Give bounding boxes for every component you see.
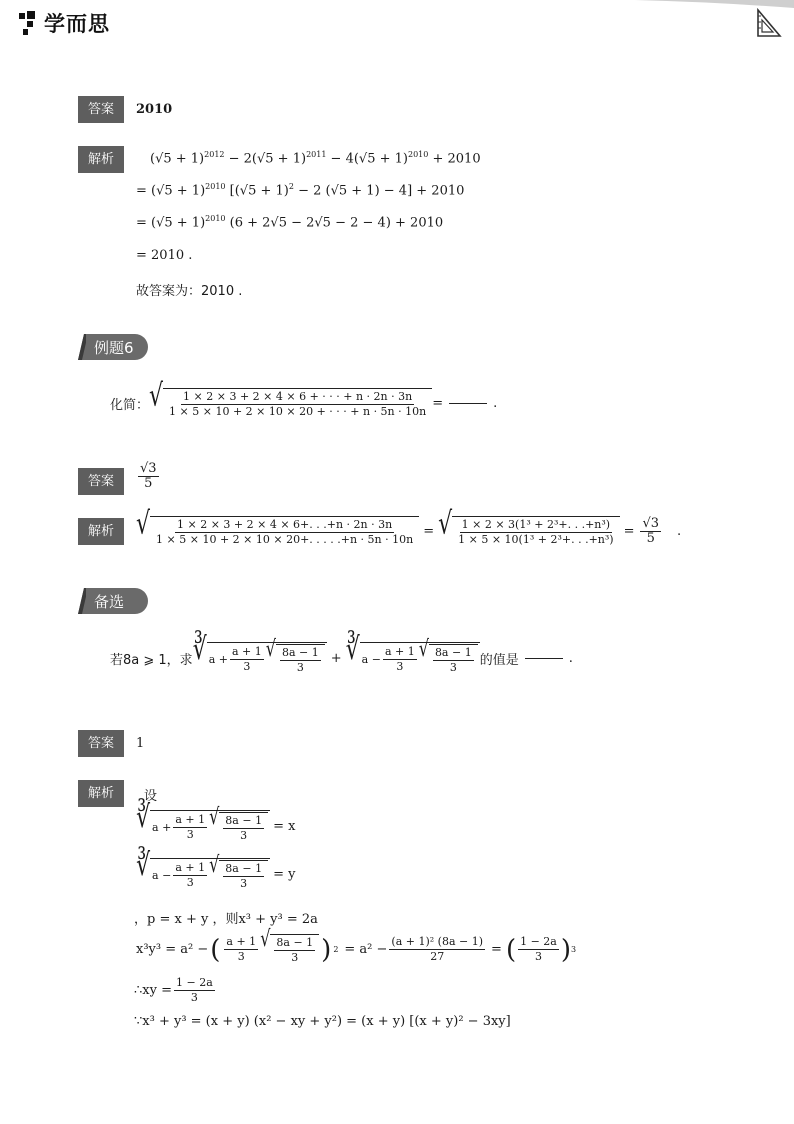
example6-solution: √ $\frac{1 \times 2 \times 3 + 2 \times 4 \times 6+. . .+n \cdot 2n \cdot 3n}{1 \times 5 \times 10 + 2 \times 10 \times 20+. . . . .+n \cdot 5n \cdot 10n}$ = √ $\frac{\text{1 × 2 × 3(1³ + 2³+. . .+n³)}}{\text{1 × 5 × 10(1³ + 2³+. . .+n³)}}$ = $\frac{√3}{5}$ . [136,507,682,546]
answer-blank [449,403,487,404]
example6-radical: √ $\frac{1 \times 2 \times 3 + 2 \times 4 \times 6 + \cdot \cdot \cdot + n \cdot 2n \cdot 3n}{1 \times 5 \times 10 + 2 \times 10 \times 20 + \cdot \cdot \cdot + n \cdot 5n \cdot 10n}$ [149,388,432,419]
solution-line-2: = $(√5 + 1)^{2010}$ [$(√5 + 1)^2 - 2$ (√5 + 1) − 4] + 2010 [136,182,465,199]
brand-logo [18,8,110,38]
section-backup: 备选 [78,588,148,614]
backup-question: 若8a ⩾ 1，求 ∛ a + $\frac{a + 1}{3}$ √ $\frac{8a - 1}{3}$ + ∛ a − $\frac{a + 1}{3}$ √ $\frac{8a - 1}{3}$ 的值是 . [110,632,573,674]
backup-answer: 1 [136,736,145,751]
logo-text: 学而思 [44,12,110,36]
answer-tag: 答案 [78,96,124,123]
example6-question: 化简： √ $\frac{1 \times 2 \times 3 + 2 \times 4 \times 6 + \cdot \cdot \cdot + n \cdot 2n \cdot 3n}{1 \times 5 \times 10 + 2 \times 10 \times 20 + \cdot \cdot \cdot + n \cdot 5n \cdot 10n}$ = . [110,379,498,418]
backup-intro: 设 [144,789,158,804]
answer-tag: 答案 [78,468,124,495]
answer-value: 2010 [136,102,173,117]
backup-line-because: ∵x³ + y³ = (x + y) (x² − xy + y²) = (x + y) [(x + y)² − 3xy] [134,1014,511,1029]
solution-line-3: = $(√5 + 1)^{2010}$ (6 + 2√5 − 2√5 − 2 − 4) + 2010 [136,214,444,231]
analysis-tag: 解析 [78,518,124,545]
solution-line-4: = 2010 . [136,248,193,263]
backup-eq-x: ∛ a + $\frac{a + 1}{3}$ √ $\frac{8a - 1}{3}$ = x [136,800,296,842]
backup-line-p: ，p = x + y ，则x³ + y³ = 2a [134,912,318,927]
ruler-triangle-icon [756,8,782,38]
corner-decoration [634,0,794,8]
answer-tag: 答案 [78,730,124,757]
analysis-tag: 解析 [78,146,124,173]
backup-line-xy: x³y³ = a² − ( $\frac{a + 1}{3}$ √ $\frac{8a - 1}{3}$ ) 2 = a² − $\frac{\text{(a + 1)² (8a − 1)}}{27}$ = ( $\frac{1 - 2a}{3}$ ) 3 [136,925,577,965]
backup-eq-y: ∛ a − $\frac{a + 1}{3}$ √ $\frac{8a - 1}{3}$ = y [136,848,296,890]
backup-line-therefore: ∴xy = $\frac{1 - 2a}{3}$ [134,976,213,1004]
example6-answer: $\frac{√3}{5}$ [140,461,157,491]
analysis-tag: 解析 [78,780,124,807]
solution-line-1: $(√5 + 1)^{2012} - 2(√5 + 1)^{2011} - 4(√5 + 1)^{2010} + 2010$ [150,150,481,167]
answer-blank [525,658,563,659]
solution-conclusion: 故答案为：2010 . [136,284,243,299]
section-example6: 例题6 [78,334,148,360]
logo-mark-icon [18,10,38,36]
